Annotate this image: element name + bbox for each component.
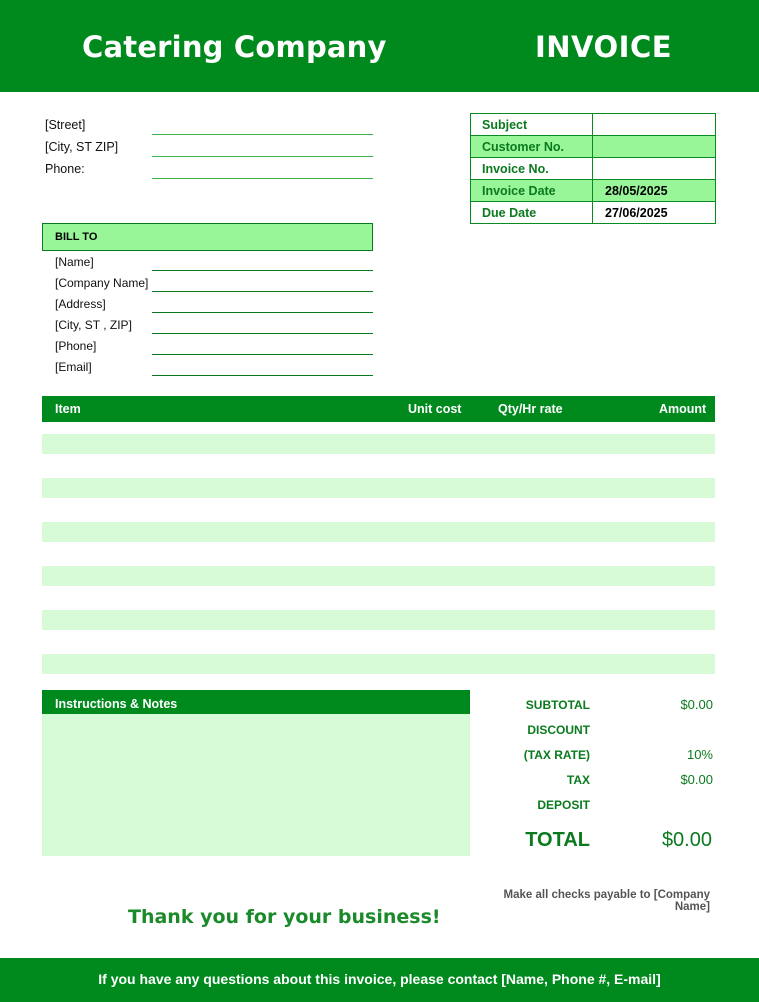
meta-label: Subject bbox=[471, 114, 593, 136]
column-header-unit-cost: Unit cost bbox=[408, 402, 462, 416]
item-row[interactable] bbox=[42, 434, 715, 454]
item-row[interactable] bbox=[42, 522, 715, 542]
company-name: Catering Company bbox=[82, 30, 387, 64]
discount-label: DISCOUNT bbox=[527, 723, 590, 737]
item-row[interactable] bbox=[42, 610, 715, 630]
notes-heading: Instructions & Notes bbox=[55, 697, 178, 711]
bill-to-company-line[interactable] bbox=[152, 291, 373, 292]
meta-label: Invoice Date bbox=[471, 180, 593, 202]
items-table-header bbox=[42, 396, 715, 422]
bill-to-name-line[interactable] bbox=[152, 270, 373, 271]
meta-value-customer-no[interactable] bbox=[593, 136, 716, 158]
item-row[interactable] bbox=[42, 566, 715, 586]
meta-row-customer-no bbox=[471, 136, 716, 158]
bill-to-name-label: [Name] bbox=[55, 255, 94, 269]
invoice-title: INVOICE bbox=[535, 30, 673, 64]
bill-to-phone-label: [Phone] bbox=[55, 339, 97, 353]
meta-value-subject[interactable] bbox=[593, 114, 716, 136]
subtotal-value: $0.00 bbox=[680, 697, 713, 712]
column-header-amount: Amount bbox=[659, 402, 707, 416]
bill-to-address-label: [Address] bbox=[55, 297, 106, 311]
sender-city-label: [City, ST ZIP] bbox=[45, 140, 119, 154]
tax-rate-label: (TAX RATE) bbox=[523, 748, 590, 762]
sender-phone-line[interactable] bbox=[152, 178, 373, 179]
tax-label: TAX bbox=[566, 773, 590, 787]
item-row[interactable] bbox=[42, 478, 715, 498]
meta-label: Due Date bbox=[471, 202, 593, 224]
meta-row-invoice-date bbox=[471, 180, 716, 202]
deposit-label: DEPOSIT bbox=[537, 798, 590, 812]
sender-street-line[interactable] bbox=[152, 134, 373, 135]
footer-contact-text: If you have any questions about this invoice, please contact [Name, Phone #, E-mail] bbox=[98, 971, 661, 987]
subtotal-label: SUBTOTAL bbox=[525, 698, 590, 712]
total-value: $0.00 bbox=[661, 829, 712, 851]
sender-city-line[interactable] bbox=[152, 156, 373, 157]
bill-to-city-label: [City, ST , ZIP] bbox=[55, 318, 132, 332]
sender-street-label: [Street] bbox=[45, 118, 86, 132]
thank-you-message: Thank you for your business! bbox=[128, 906, 441, 928]
tax-value: $0.00 bbox=[680, 772, 713, 787]
tax-rate-value[interactable]: 10% bbox=[686, 747, 713, 762]
meta-row-subject bbox=[471, 114, 716, 136]
bill-to-email-label: [Email] bbox=[55, 360, 92, 374]
bill-to-email-line[interactable] bbox=[152, 375, 373, 376]
item-row[interactable] bbox=[42, 654, 715, 674]
meta-value-due-date[interactable]: 27/06/2025 bbox=[593, 202, 716, 224]
notes-area[interactable] bbox=[42, 714, 470, 856]
meta-label: Customer No. bbox=[471, 136, 593, 158]
meta-row-invoice-no bbox=[471, 158, 716, 180]
bill-to-address-line[interactable] bbox=[152, 312, 373, 313]
meta-value-invoice-date[interactable]: 28/05/2025 bbox=[593, 180, 716, 202]
invoice-meta-table bbox=[470, 113, 716, 224]
sender-phone-label: Phone: bbox=[45, 162, 85, 176]
meta-value-invoice-no[interactable] bbox=[593, 158, 716, 180]
bill-to-heading: BILL TO bbox=[55, 231, 98, 243]
column-header-item: Item bbox=[55, 402, 81, 416]
meta-label: Invoice No. bbox=[471, 158, 593, 180]
meta-row-due-date bbox=[471, 202, 716, 224]
bill-to-city-line[interactable] bbox=[152, 333, 373, 334]
bill-to-phone-line[interactable] bbox=[152, 354, 373, 355]
checks-payable-note: Make all checks payable to [Company Name] bbox=[503, 889, 710, 913]
total-label: TOTAL bbox=[525, 829, 590, 851]
column-header-qty: Qty/Hr rate bbox=[498, 402, 563, 416]
bill-to-company-label: [Company Name] bbox=[55, 276, 149, 290]
